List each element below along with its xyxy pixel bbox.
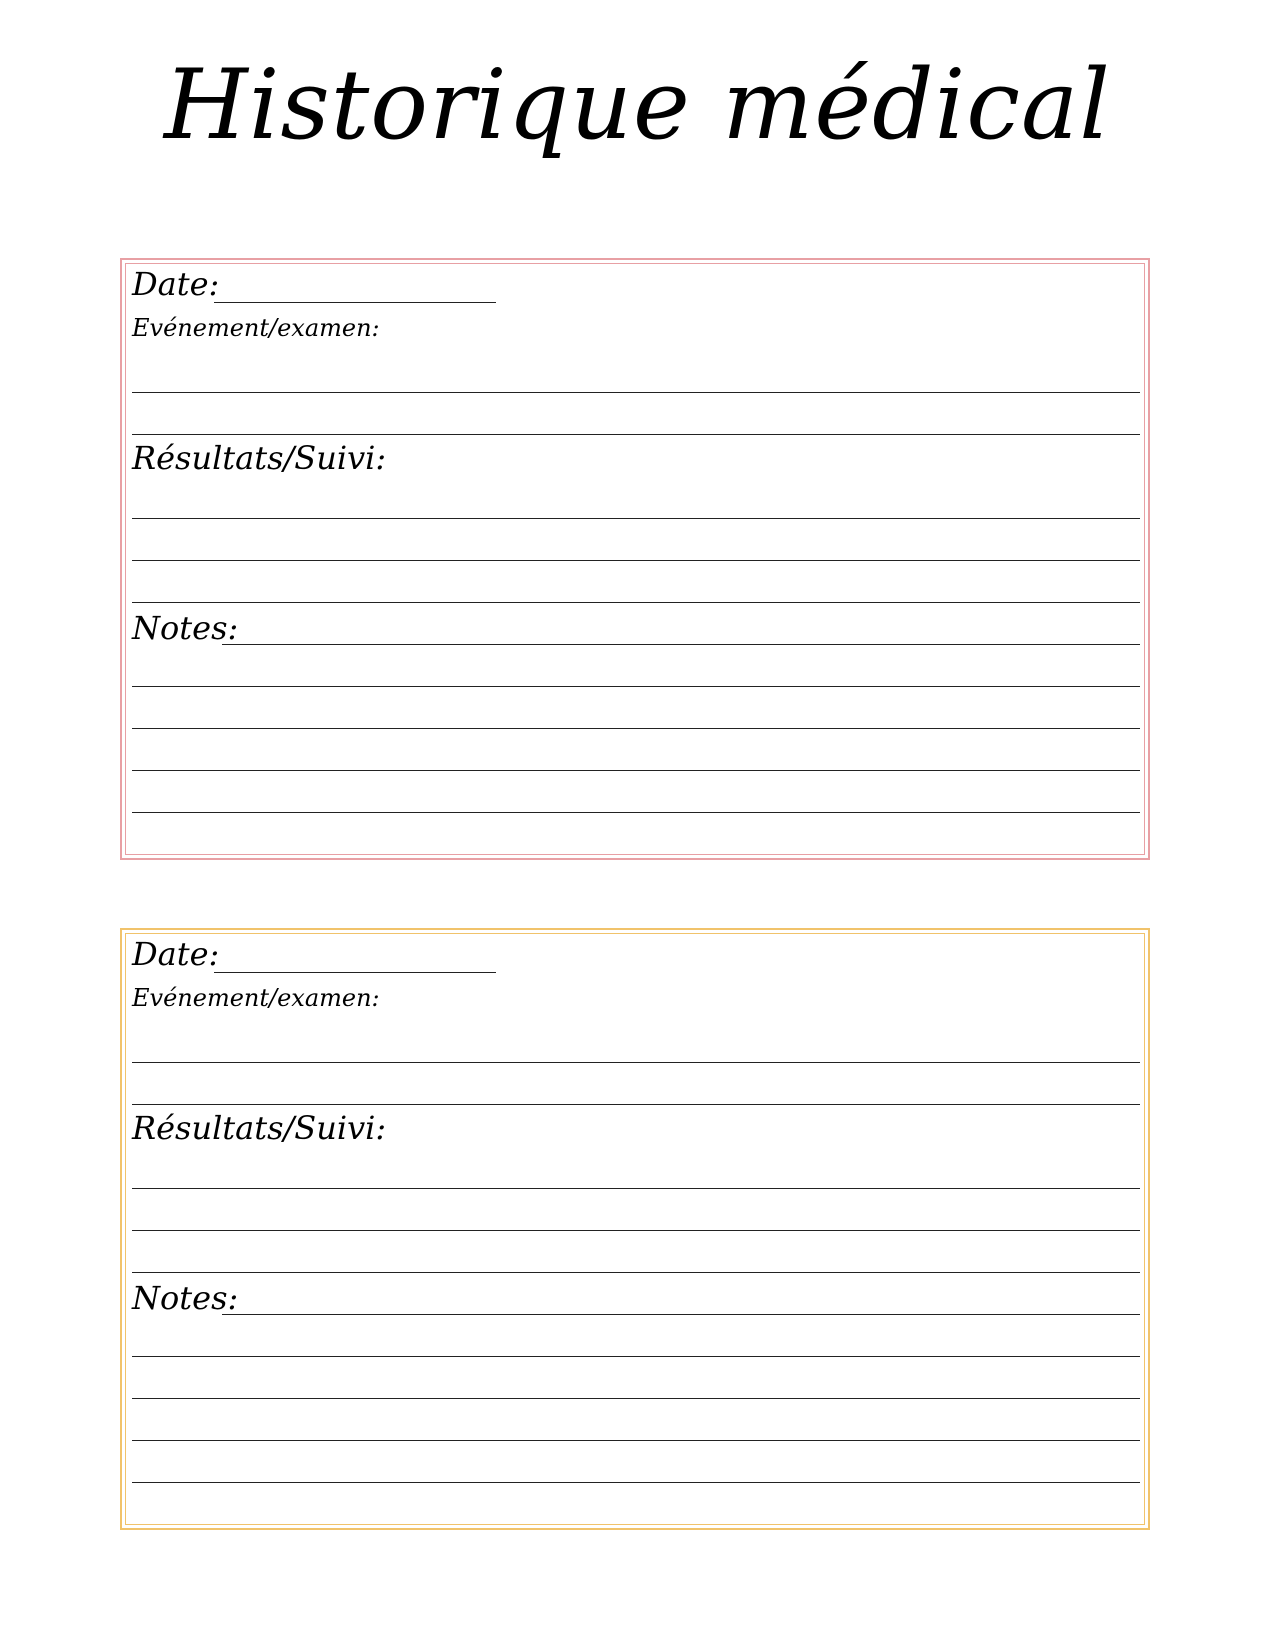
page-title: Historique médical (164, 49, 1111, 161)
notes-line[interactable] (222, 644, 1140, 645)
notes-label: Notes: (132, 609, 239, 647)
event-line[interactable] (132, 434, 1140, 435)
event-line[interactable] (132, 1104, 1140, 1105)
event-line[interactable] (132, 1062, 1140, 1063)
date-label: Date: (132, 265, 220, 303)
medical-entry-card-2 (120, 928, 1150, 1530)
notes-line[interactable] (132, 1398, 1140, 1399)
notes-line[interactable] (132, 770, 1140, 771)
card-inner-border (125, 263, 1145, 855)
results-line[interactable] (132, 518, 1140, 519)
date-field[interactable] (214, 302, 496, 303)
date-field[interactable] (214, 972, 496, 973)
results-line[interactable] (132, 560, 1140, 561)
notes-line[interactable] (222, 1314, 1140, 1315)
card-inner-border (125, 933, 1145, 1525)
event-label: Evénement/examen: (132, 314, 380, 342)
results-line[interactable] (132, 602, 1140, 603)
event-label: Evénement/examen: (132, 984, 380, 1012)
notes-line[interactable] (132, 812, 1140, 813)
results-label: Résultats/Suivi: (132, 1109, 387, 1147)
notes-line[interactable] (132, 686, 1140, 687)
date-label: Date: (132, 935, 220, 973)
notes-line[interactable] (132, 1482, 1140, 1483)
notes-line[interactable] (132, 1356, 1140, 1357)
event-line[interactable] (132, 392, 1140, 393)
notes-line[interactable] (132, 728, 1140, 729)
notes-line[interactable] (132, 1440, 1140, 1441)
notes-label: Notes: (132, 1279, 239, 1317)
results-line[interactable] (132, 1230, 1140, 1231)
results-label: Résultats/Suivi: (132, 439, 387, 477)
medical-entry-card-1 (120, 258, 1150, 860)
results-line[interactable] (132, 1188, 1140, 1189)
results-line[interactable] (132, 1272, 1140, 1273)
